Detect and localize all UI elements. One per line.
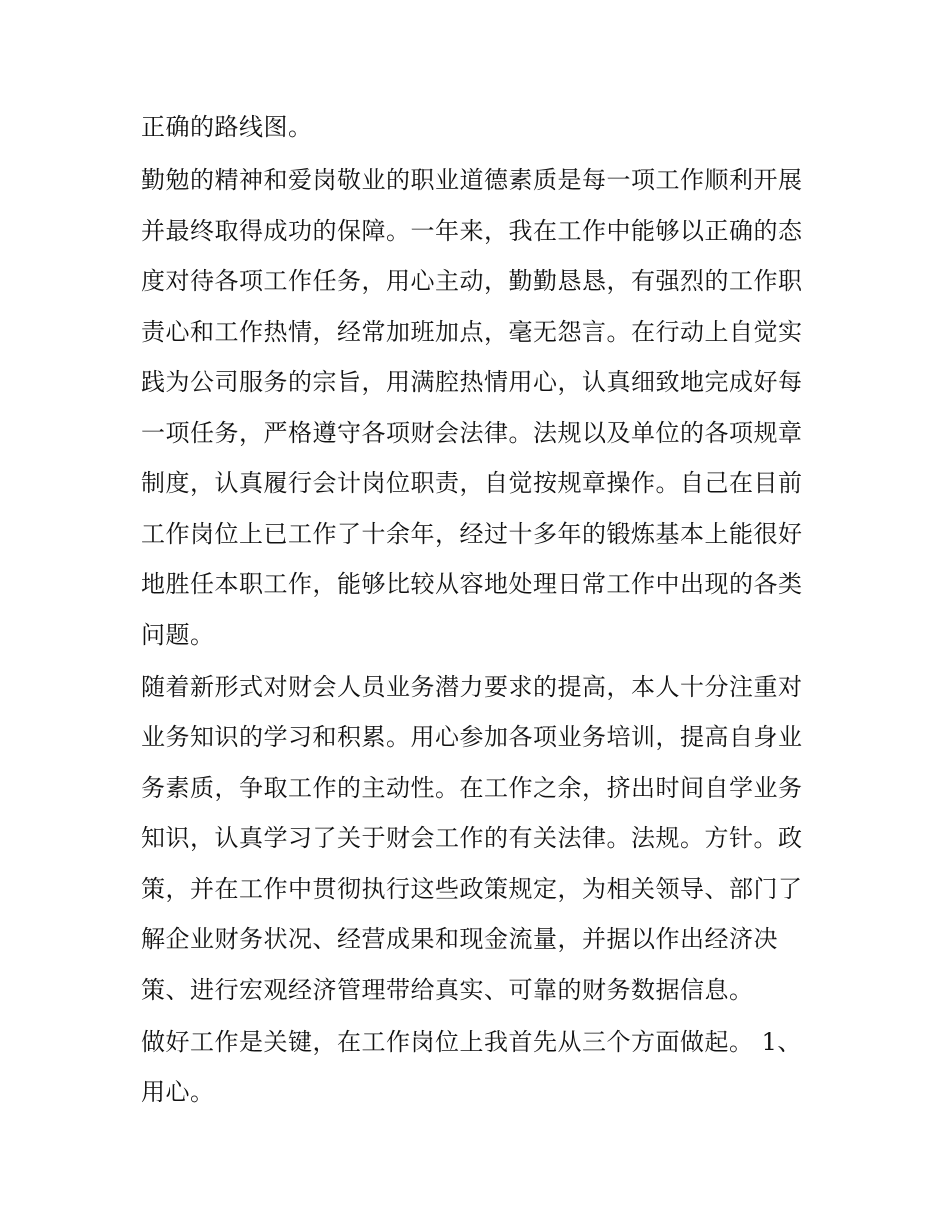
text-line: 践为公司服务的宗旨，用满腔热情用心，认真细致地完成好每	[141, 368, 803, 396]
text-line: 制度，认真履行会计岗位职责，自觉按规章操作。自己在目前	[141, 469, 803, 497]
text-line: 地胜任本职工作，能够比较从容地处理日常工作中出现的各类	[141, 570, 803, 598]
text-line: 业务知识的学习和积累。用心参加各项业务培训，提高自身业	[141, 723, 803, 751]
text-line: 并最终取得成功的保障。一年来，我在工作中能够以正确的态	[141, 217, 803, 245]
text-line: 度对待各项工作任务，用心主动，勤勤恳恳，有强烈的工作职	[141, 267, 803, 295]
text-line: 随着新形式对财会人员业务潜力要求的提高，本人十分注重对	[141, 673, 803, 701]
text-line: 策、进行宏观经济管理带给真实、可靠的财务数据信息。	[141, 976, 754, 1004]
text-line: 策，并在工作中贯彻执行这些政策规定，为相关领导、部门了	[141, 875, 803, 903]
text-line: 解企业财务状况、经营成果和现金流量，并据以作出经济决	[141, 925, 778, 953]
text-line: 责心和工作热情，经常加班加点，毫无怨言。在行动上自觉实	[141, 318, 803, 346]
text-line: 工作岗位上已工作了十余年，经过十多年的锻炼基本上能很好	[141, 520, 803, 548]
text-line: 勤勉的精神和爱岗敬业的职业道德素质是每一项工作顺利开展	[141, 166, 803, 194]
text-line: 问题。	[141, 621, 215, 649]
text-line: 一项任务，严格遵守各项财会法律。法规以及单位的各项规章	[141, 419, 803, 447]
text-line: 知识，认真学习了关于财会工作的有关法律。法规。方针。政	[141, 824, 803, 852]
text-line: 做好工作是关键，在工作岗位上我首先从三个方面做起。 1、	[141, 1028, 802, 1056]
text-line: 务素质，争取工作的主动性。在工作之余，挤出时间自学业务	[141, 774, 803, 802]
text-line: 正确的路线图。	[141, 113, 313, 141]
text-line: 用心。	[141, 1078, 215, 1106]
